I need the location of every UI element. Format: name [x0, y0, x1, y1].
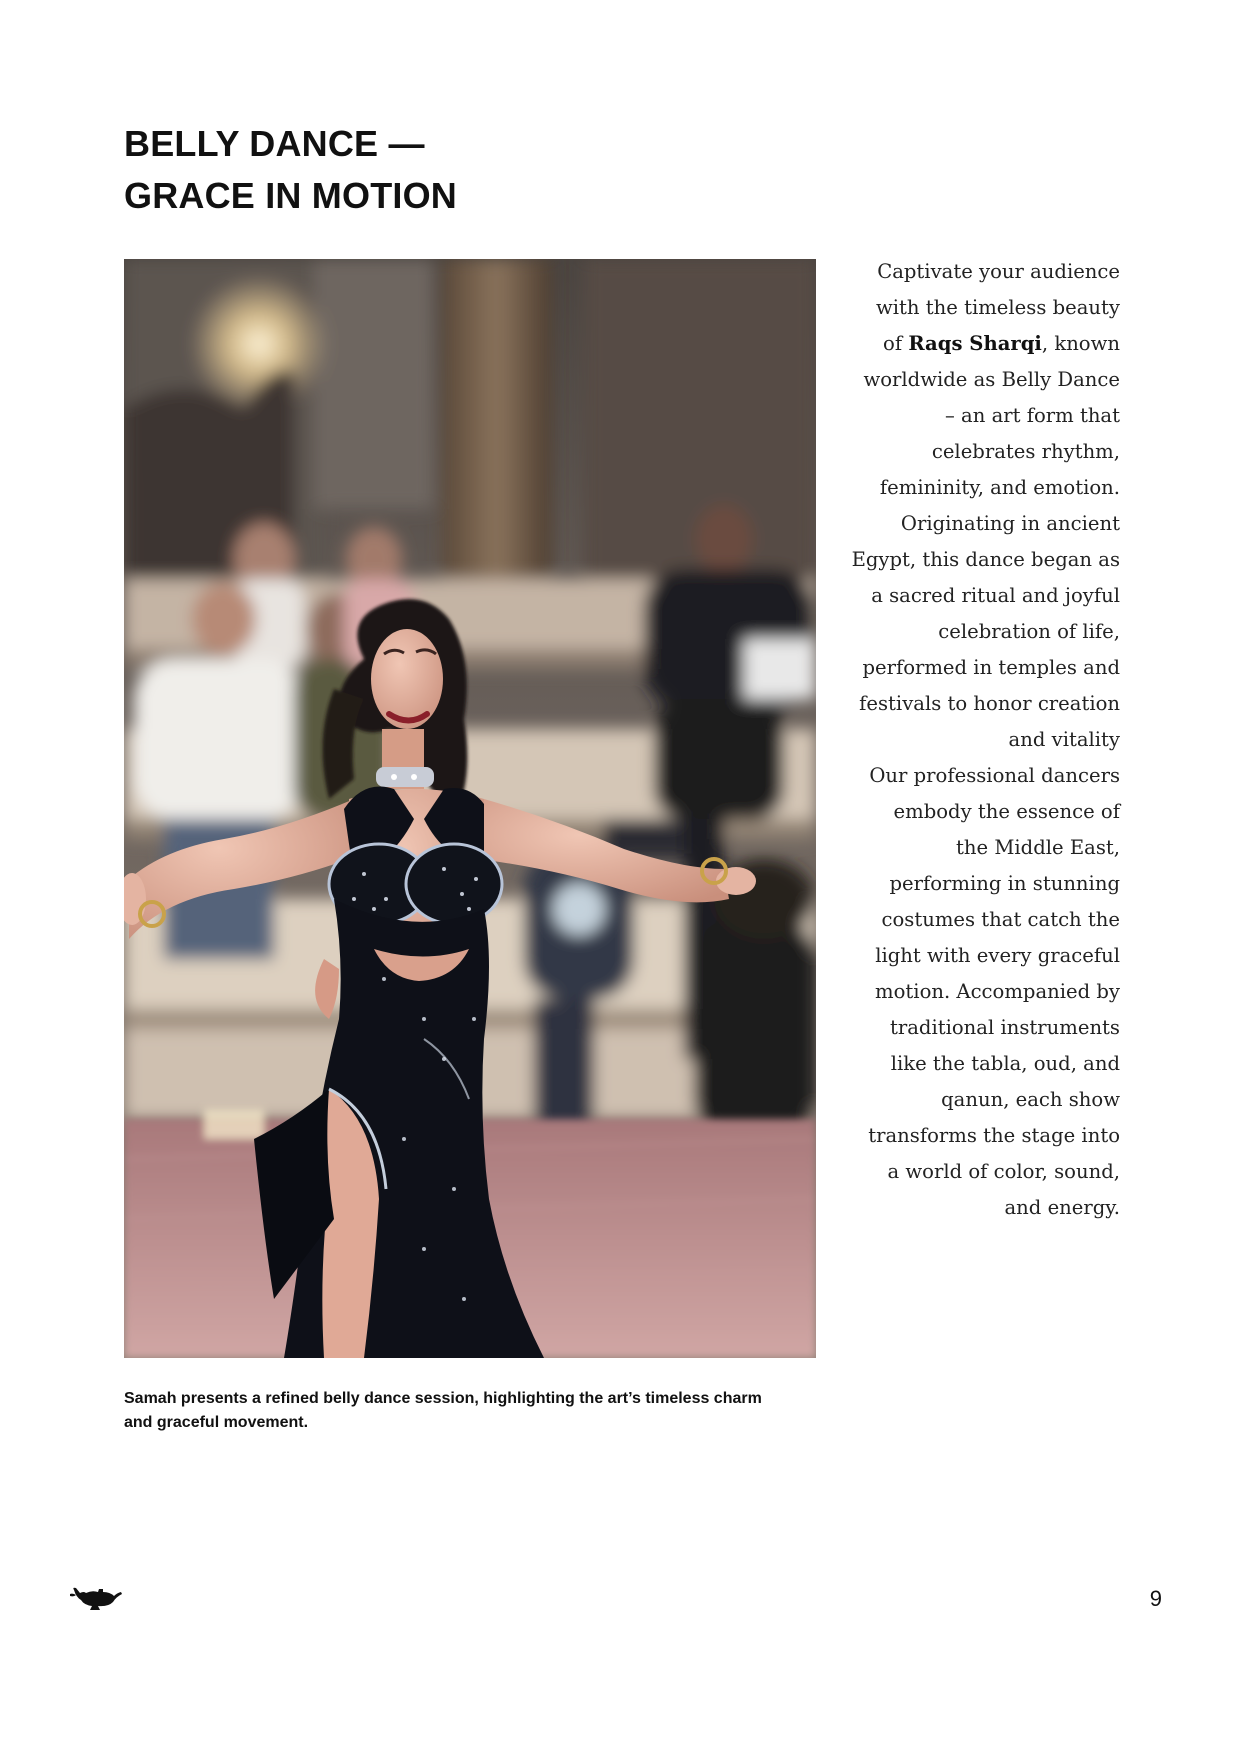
body-line: costumes that catch the — [881, 908, 1120, 931]
body-text — [836, 254, 1120, 1226]
photo-illustration — [124, 259, 816, 1358]
body-line: femininity, and emotion. — [879, 476, 1120, 499]
body-line: and vitality — [1008, 728, 1120, 751]
body-line: worldwide as Belly Dance — [863, 368, 1120, 391]
body-line: qanun, each show — [941, 1088, 1120, 1111]
body-line: celebrates rhythm, — [931, 440, 1120, 463]
caption-line-1: Samah presents a refined belly dance session, highlighting the art’s timeless charm — [124, 1390, 762, 1407]
body-line: performed in temples and — [862, 656, 1120, 679]
title-line-2: GRACE IN MOTION — [124, 175, 457, 216]
page-title — [124, 118, 824, 222]
body-line: Our professional dancers — [869, 764, 1120, 787]
belly-dance-photo — [124, 259, 816, 1358]
body-line: transforms the stage into — [868, 1124, 1120, 1147]
body-line: performing in stunning — [889, 872, 1120, 895]
body-line: motion. Accompanied by — [875, 980, 1120, 1003]
page-number: 9 — [1149, 1586, 1162, 1611]
body-line: and energy. — [1004, 1196, 1120, 1219]
body-line: Originating in ancient — [900, 512, 1120, 535]
body-line: Captivate your audience — [877, 260, 1120, 283]
body-line: traditional instruments — [890, 1016, 1120, 1039]
body-line: light with every graceful — [875, 944, 1120, 967]
body-line: celebration of life, — [938, 620, 1120, 643]
body-text-fragment: of — [883, 332, 909, 355]
body-line: a world of color, sound, — [887, 1160, 1120, 1183]
body-line: with the timeless beauty — [876, 296, 1120, 319]
body-line: a sacred ritual and joyful — [871, 584, 1120, 607]
caption-line-2: and graceful movement. — [124, 1414, 309, 1431]
body-line: – an art form that — [945, 404, 1120, 427]
raqs-sharqi-term: Raqs Sharqi — [908, 332, 1042, 355]
body-line: Egypt, this dance began as — [851, 548, 1120, 571]
title-line-1: BELLY DANCE — — [124, 123, 425, 164]
body-text-fragment: , known — [1041, 332, 1120, 355]
magic-lamp-icon — [70, 1584, 122, 1614]
body-line — [836, 326, 1120, 362]
body-line: embody the essence of — [893, 800, 1120, 823]
photo-caption — [124, 1387, 824, 1435]
body-line: the Middle East, — [956, 836, 1120, 859]
body-line: festivals to honor creation — [859, 692, 1120, 715]
body-line: like the tabla, oud, and — [890, 1052, 1120, 1075]
